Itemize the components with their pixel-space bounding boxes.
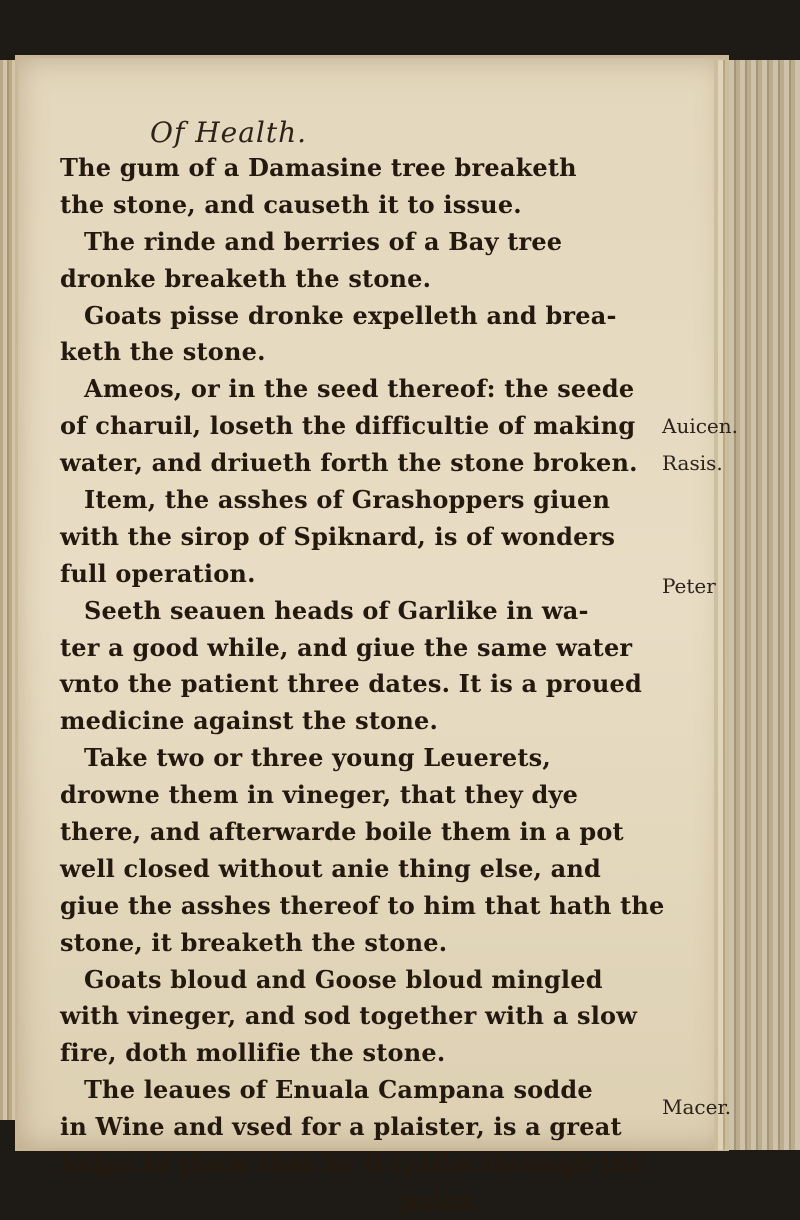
book-right-edge: [714, 60, 800, 1150]
text-line: Take two or three young Leuerets,: [84, 743, 551, 773]
margin-note-peter: Peter: [662, 574, 716, 598]
text-line: well closed without anie thing else, and: [60, 853, 602, 883]
text-line: helpe to them that be frantike through the: [60, 1149, 646, 1179]
text-line: full operation.: [60, 558, 256, 588]
text-line: there, and afterwarde boile them in a pot: [60, 817, 624, 847]
text-line: water, and driueth forth the stone broken.: [60, 448, 638, 478]
text-line: in Wine and vsed for a plaister, is a great: [60, 1112, 622, 1142]
text-line: drowne them in vineger, that they dye: [60, 780, 579, 810]
text-line: with vineger, and sod together with a slow: [60, 1001, 638, 1031]
text-line: dronke breaketh the stone.: [60, 263, 432, 293]
text-line: Item, the asshes of Grashoppers giuen: [84, 485, 611, 515]
text-line: medicine against the stone.: [60, 706, 439, 736]
text-line: Goats bloud and Goose bloud mingled: [84, 964, 603, 994]
text-line: keth the stone.: [60, 337, 266, 367]
text-line: giue the asshes thereof to him that hath the: [60, 890, 665, 920]
text-block: [60, 150, 665, 1220]
text-line: ter a good while, and giue the same water: [60, 632, 633, 662]
text-line: The leaues of Enuala Campana sodde: [84, 1075, 593, 1105]
text-line: Seeth seauen heads of Garlike in wa-: [84, 595, 589, 625]
text-line: Ameos, or in the seed thereof: the seede: [84, 374, 635, 404]
margin-note-rasis: Rasis.: [662, 451, 723, 475]
text-line: The rinde and berries of a Bay tree: [84, 226, 563, 256]
text-line: fire, doth mollifie the stone.: [60, 1038, 446, 1068]
text-line: The gum of a Damasine tree breaketh: [60, 153, 577, 182]
text-line: vnto the patient three dates. It is a proued: [60, 669, 642, 699]
margin-note-macer: Macer.: [662, 1095, 732, 1119]
catchword: paine: [400, 1185, 476, 1215]
text-line: of charuil, loseth the difficultie of making: [60, 411, 636, 441]
text-line: stone, it breaketh the stone.: [60, 927, 448, 957]
text-line: the stone, and causeth it to issue.: [60, 189, 522, 219]
text-line: Goats pisse dronke expelleth and brea-: [84, 300, 617, 330]
running-head: Of Health.: [150, 116, 308, 149]
text-line: with the sirop of Spiknard, is of wonders: [60, 521, 616, 551]
margin-note-auicen: Auicen.: [662, 414, 738, 438]
